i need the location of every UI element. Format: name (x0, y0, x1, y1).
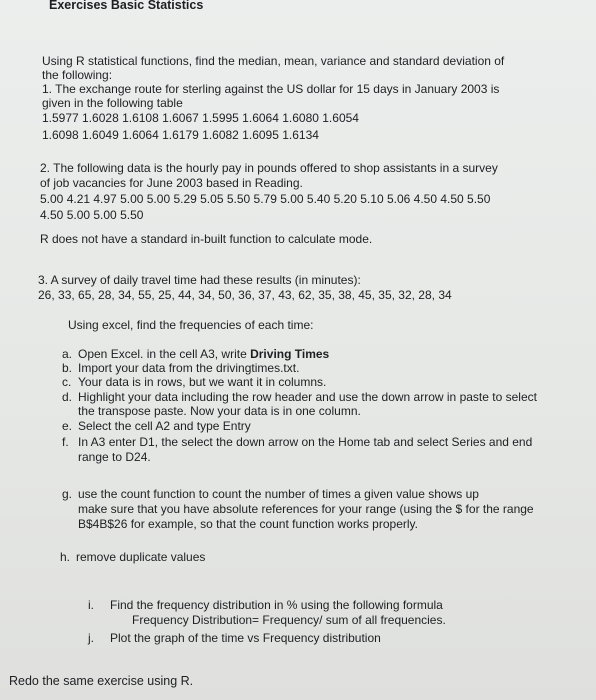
step-d (62, 390, 537, 404)
step-text: Highlight your data including the row header and use the down arrow in paste to select (78, 390, 537, 404)
ex2-data-2: 4.50 5.00 5.00 5.50 (40, 208, 144, 222)
step-e (62, 419, 251, 433)
step-label: h. (60, 550, 71, 564)
ex1-line-1: 1. The exchange route for sterling against the US dollar for 15 days in January 2003 is (42, 82, 500, 96)
step-label: b. (62, 361, 73, 375)
ex3-using: Using excel, find the frequencies of each time: (68, 318, 314, 332)
step-text: Plot the graph of the time vs Frequency distribution (110, 631, 381, 645)
step-label: i. (88, 598, 94, 612)
ex2-data-1: 5.00 4.21 4.97 5.00 5.00 5.29 5.05 5.50 5.79 5.00 5.40 5.20 5.10 5.06 4.50 4.50 5.50 (40, 192, 491, 206)
step-i-cont: Frequency Distribution= Frequency/ sum of all frequencies. (132, 613, 446, 627)
step-text: Find the frequency distribution in % using the following formula (110, 598, 443, 612)
step-g-cont-2: B$4B$26 for example, so that the count function works properly. (78, 517, 418, 531)
page-title: Exercises Basic Statistics (49, 0, 204, 12)
step-d-cont: the transpose paste. Now your data is in one column. (78, 404, 361, 418)
ex3-data: 26, 33, 65, 28, 34, 55, 25, 44, 34, 50, 36, 37, 43, 62, 35, 38, 45, 35, 32, 28, 34 (38, 288, 452, 302)
step-h (60, 550, 205, 564)
step-f-cont: range to D24. (78, 450, 151, 464)
step-j (88, 631, 381, 645)
step-bold-text: Driving Times (250, 347, 330, 361)
intro-line-2: the following: (42, 68, 113, 82)
step-label: j. (88, 631, 94, 645)
ex1-data-1: 1.5977 1.6028 1.6108 1.6067 1.5995 1.6064 1.6080 1.6054 (42, 111, 359, 125)
footer-instruction: Redo the same exercise using R. (9, 674, 194, 688)
step-label: a. (62, 347, 73, 361)
step-a (62, 347, 329, 361)
step-g (62, 487, 479, 501)
ex2-line-2: of job vacancies for June 2003 based in Reading. (40, 176, 303, 190)
step-g-cont: make sure that you have absolute references for your range (using the $ for the range (78, 502, 534, 516)
step-text: Select the cell A2 and type Entry (78, 419, 251, 433)
step-label: g. (62, 487, 73, 501)
step-text: use the count function to count the number of times a given value shows up (78, 487, 479, 501)
step-text: Open Excel. in the cell A3, write (78, 347, 251, 361)
step-text: remove duplicate values (76, 550, 206, 564)
ex2-line-1: 2. The following data is the hourly pay in pounds offered to shop assistants in a survey (40, 161, 498, 175)
ex2-note: R does not have a standard in-built function to calculate mode. (40, 232, 373, 246)
step-text: In A3 enter D1, the select the down arrow on the Home tab and select Series and end (78, 435, 533, 449)
step-label: c. (62, 375, 72, 389)
step-c (62, 375, 326, 389)
step-i (88, 598, 443, 612)
ex1-data-2: 1.6098 1.6049 1.6064 1.6179 1.6082 1.6095 1.6134 (42, 128, 319, 142)
step-text: Import your data from the drivingtimes.txt. (78, 361, 300, 375)
intro-line-1: Using R statistical functions, find the median, mean, variance and standard deviation of (42, 54, 505, 68)
step-text: Your data is in rows, but we want it in columns. (78, 375, 327, 389)
ex3-line-1: 3. A survey of daily travel time had these results (in minutes): (38, 273, 361, 287)
step-b (62, 361, 299, 375)
step-label: d. (62, 390, 73, 404)
ex1-line-2: given in the following table (42, 96, 183, 110)
step-f (62, 435, 532, 449)
step-label: e. (62, 419, 73, 433)
step-label: f. (62, 435, 69, 449)
